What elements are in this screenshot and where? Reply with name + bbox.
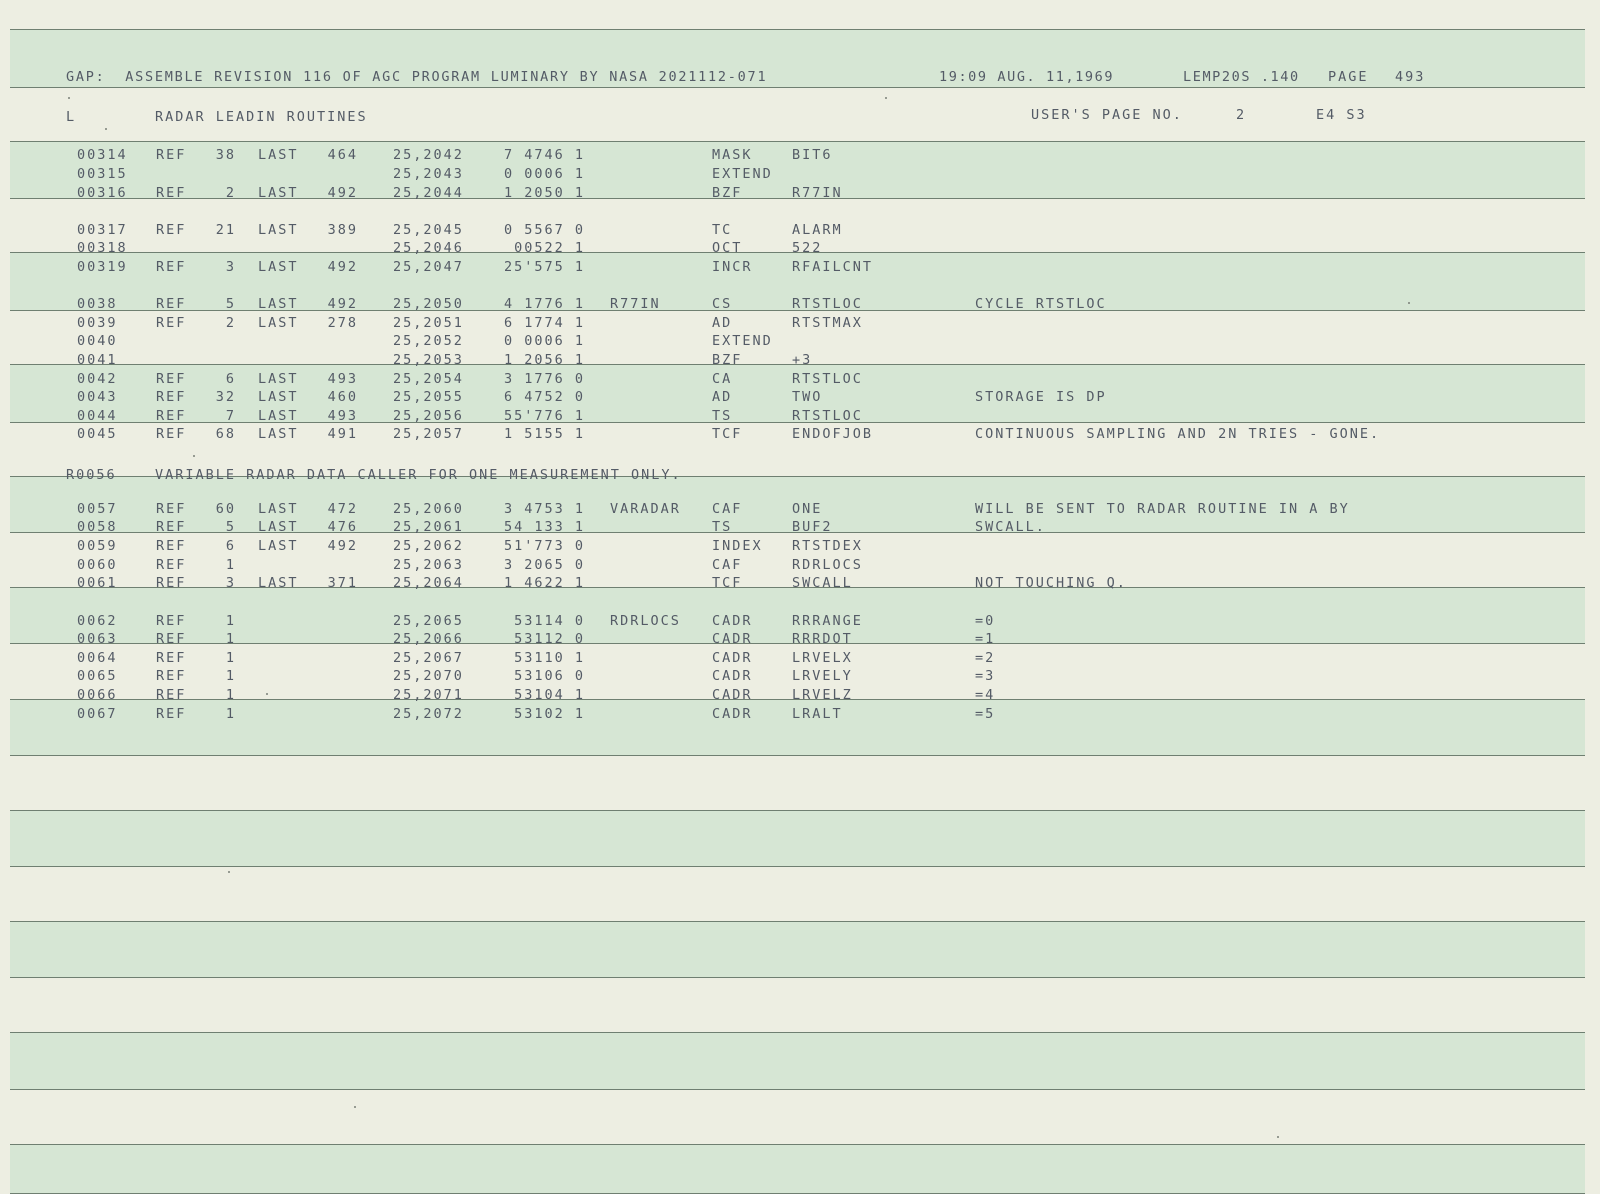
last-keyword: LAST — [258, 519, 299, 535]
paper-speck — [68, 97, 70, 99]
bank-address: 25,2062 — [393, 538, 464, 554]
operand: ONE — [792, 501, 823, 517]
last-keyword: LAST — [258, 222, 299, 238]
seq-number: 0066 — [77, 687, 118, 703]
ref-count: 1 — [225, 668, 236, 684]
seq-number: 0067 — [77, 706, 118, 722]
octal-word: 3 1776 0 — [503, 371, 585, 387]
ref-count: 60 — [215, 501, 236, 517]
ref-count: 1 — [225, 613, 236, 629]
bank-address: 25,2051 — [393, 315, 464, 331]
log-marker: L — [66, 109, 77, 125]
octal-word: 1 2050 1 — [503, 185, 585, 201]
ref-count: 6 — [225, 371, 236, 387]
green-bar — [10, 1144, 1585, 1194]
octal-word: 4 1776 1 — [503, 296, 585, 312]
green-bar — [10, 921, 1585, 978]
bank-address: 25,2053 — [393, 352, 464, 368]
page-code: E4 S3 — [1316, 107, 1367, 123]
seq-number: 00314 — [77, 147, 128, 163]
comment: NOT TOUCHING Q. — [975, 575, 1127, 591]
opcode: AD — [712, 315, 733, 331]
ref-keyword: REF — [156, 371, 187, 387]
bank-address: 25,2065 — [393, 613, 464, 629]
last-page: 492 — [327, 538, 358, 554]
section-title: RADAR LEADIN ROUTINES — [155, 109, 368, 125]
last-keyword: LAST — [258, 371, 299, 387]
green-bar — [10, 810, 1585, 867]
operand: BUF2 — [792, 519, 833, 535]
last-keyword: LAST — [258, 185, 299, 201]
paper-speck — [266, 693, 268, 695]
paper-speck — [1277, 1136, 1279, 1138]
opcode: BZF — [712, 185, 743, 201]
opcode: CADR — [712, 668, 753, 684]
operand: +3 — [792, 352, 813, 368]
seq-number: 0044 — [77, 408, 118, 424]
ref-keyword: REF — [156, 501, 187, 517]
seq-number: 0062 — [77, 613, 118, 629]
seq-number: 00316 — [77, 185, 128, 201]
page-number: 493 — [1395, 69, 1426, 85]
operand: 522 — [792, 240, 823, 256]
paper-speck — [228, 871, 230, 873]
ref-keyword: REF — [156, 147, 187, 163]
opcode: BZF — [712, 352, 743, 368]
ref-count: 68 — [215, 426, 236, 442]
ref-count: 1 — [225, 631, 236, 647]
last-page: 493 — [327, 408, 358, 424]
operand: RTSTDEX — [792, 538, 863, 554]
seq-number: 0065 — [77, 668, 118, 684]
users-page-number: 2 — [1236, 107, 1247, 123]
ref-count: 3 — [225, 575, 236, 591]
ref-count: 6 — [225, 538, 236, 554]
operand: SWCALL — [792, 575, 853, 591]
octal-word: 6 1774 1 — [503, 315, 585, 331]
operand: RTSTMAX — [792, 315, 863, 331]
last-page: 278 — [327, 315, 358, 331]
seq-number: 0063 — [77, 631, 118, 647]
octal-word: 1 5155 1 — [503, 426, 585, 442]
ref-count: 5 — [225, 296, 236, 312]
seq-number: 0060 — [77, 557, 118, 573]
bank-address: 25,2070 — [393, 668, 464, 684]
operand: ENDOFJOB — [792, 426, 874, 442]
bank-address: 25,2071 — [393, 687, 464, 703]
print-timestamp: 19:09 AUG. 11,1969 — [939, 69, 1115, 85]
bank-address: 25,2050 — [393, 296, 464, 312]
opcode: CADR — [712, 706, 753, 722]
last-page: 493 — [327, 371, 358, 387]
listing-title: GAP: ASSEMBLE REVISION 116 OF AGC PROGRAM LUMINARY BY NASA 2021112-071 — [66, 69, 768, 85]
seq-number: 00315 — [77, 166, 128, 182]
opcode: CADR — [712, 687, 753, 703]
bank-address: 25,2057 — [393, 426, 464, 442]
users-page-label: USER'S PAGE NO. — [1031, 107, 1183, 123]
operand: LRVELY — [792, 668, 853, 684]
ref-keyword: REF — [156, 222, 187, 238]
seq-number: 0038 — [77, 296, 118, 312]
bank-address: 25,2054 — [393, 371, 464, 387]
symbol-label: RDRLOCS — [610, 613, 681, 629]
octal-word: 53102 1 — [514, 706, 585, 722]
last-keyword: LAST — [258, 147, 299, 163]
opcode: CADR — [712, 613, 753, 629]
ref-keyword: REF — [156, 315, 187, 331]
last-page: 491 — [327, 426, 358, 442]
job-id: LEMP20S .140 — [1183, 69, 1300, 85]
seq-number: 00319 — [77, 259, 128, 275]
octal-word: 3 4753 1 — [503, 501, 585, 517]
seq-number: 0043 — [77, 389, 118, 405]
last-keyword: LAST — [258, 426, 299, 442]
last-page: 492 — [327, 296, 358, 312]
ref-keyword: REF — [156, 650, 187, 666]
bank-address: 25,2056 — [393, 408, 464, 424]
last-page: 389 — [327, 222, 358, 238]
last-page: 492 — [327, 185, 358, 201]
ref-count: 7 — [225, 408, 236, 424]
seq-number: 0040 — [77, 333, 118, 349]
seq-number: 0045 — [77, 426, 118, 442]
opcode: TS — [712, 408, 733, 424]
ref-keyword: REF — [156, 575, 187, 591]
ref-count: 32 — [215, 389, 236, 405]
ref-count: 3 — [225, 259, 236, 275]
opcode: CAF — [712, 557, 743, 573]
seq-number: 0064 — [77, 650, 118, 666]
ref-count: 2 — [225, 315, 236, 331]
ref-keyword: REF — [156, 538, 187, 554]
seq-number: 00317 — [77, 222, 128, 238]
ref-count: 5 — [225, 519, 236, 535]
page-label: PAGE — [1328, 69, 1369, 85]
last-keyword: LAST — [258, 259, 299, 275]
bank-address: 25,2043 — [393, 166, 464, 182]
operand: RTSTLOC — [792, 371, 863, 387]
seq-number: 0059 — [77, 538, 118, 554]
operand: BIT6 — [792, 147, 833, 163]
bank-address: 25,2066 — [393, 631, 464, 647]
octal-word: 0 0006 1 — [503, 333, 585, 349]
green-bar — [10, 1032, 1585, 1090]
opcode: CADR — [712, 631, 753, 647]
opcode: TS — [712, 519, 733, 535]
ref-keyword: REF — [156, 296, 187, 312]
section-comment: VARIABLE RADAR DATA CALLER FOR ONE MEASUREMENT ONLY. — [155, 467, 682, 483]
ref-keyword: REF — [156, 426, 187, 442]
comment: WILL BE SENT TO RADAR ROUTINE IN A BY — [975, 501, 1350, 517]
ref-keyword: REF — [156, 259, 187, 275]
last-page: 472 — [327, 501, 358, 517]
ref-count: 21 — [215, 222, 236, 238]
bank-address: 25,2061 — [393, 519, 464, 535]
comment: =0 — [975, 613, 996, 629]
comment: CYCLE RTSTLOC — [975, 296, 1107, 312]
comment: CONTINUOUS SAMPLING AND 2N TRIES - GONE. — [975, 426, 1381, 442]
last-keyword: LAST — [258, 389, 299, 405]
seq-number: 0041 — [77, 352, 118, 368]
octal-word: 00522 1 — [514, 240, 585, 256]
ref-count: 2 — [225, 185, 236, 201]
opcode: EXTEND — [712, 333, 773, 349]
octal-word: 1 4622 1 — [503, 575, 585, 591]
opcode: CADR — [712, 650, 753, 666]
opcode: TCF — [712, 426, 743, 442]
bank-address: 25,2046 — [393, 240, 464, 256]
seq-number: 00318 — [77, 240, 128, 256]
operand: RFAILCNT — [792, 259, 874, 275]
seq-number: 0039 — [77, 315, 118, 331]
seq-number: 0057 — [77, 501, 118, 517]
opcode: INCR — [712, 259, 753, 275]
bank-address: 25,2047 — [393, 259, 464, 275]
operand: LRVELX — [792, 650, 853, 666]
octal-word: 6 4752 0 — [503, 389, 585, 405]
last-page: 371 — [327, 575, 358, 591]
paper-speck — [885, 97, 887, 99]
ref-keyword: REF — [156, 631, 187, 647]
octal-word: 55'776 1 — [503, 408, 585, 424]
opcode: AD — [712, 389, 733, 405]
last-keyword: LAST — [258, 296, 299, 312]
opcode: EXTEND — [712, 166, 773, 182]
bank-address: 25,2055 — [393, 389, 464, 405]
ref-keyword: REF — [156, 519, 187, 535]
octal-word: 0 5567 0 — [503, 222, 585, 238]
comment: SWCALL. — [975, 519, 1046, 535]
bank-address: 25,2052 — [393, 333, 464, 349]
ref-keyword: REF — [156, 613, 187, 629]
last-keyword: LAST — [258, 538, 299, 554]
octal-word: 53112 0 — [514, 631, 585, 647]
symbol-label: VARADAR — [610, 501, 681, 517]
ref-count: 1 — [225, 557, 236, 573]
last-page: 476 — [327, 519, 358, 535]
last-page: 460 — [327, 389, 358, 405]
operand: R77IN — [792, 185, 843, 201]
ref-count: 1 — [225, 687, 236, 703]
operand: ALARM — [792, 222, 843, 238]
symbol-label: R77IN — [610, 296, 661, 312]
operand: RRRANGE — [792, 613, 863, 629]
last-keyword: LAST — [258, 575, 299, 591]
opcode: INDEX — [712, 538, 763, 554]
octal-word: 7 4746 1 — [503, 147, 585, 163]
paper-speck — [354, 1106, 356, 1108]
operand: LRALT — [792, 706, 843, 722]
opcode: TCF — [712, 575, 743, 591]
last-keyword: LAST — [258, 408, 299, 424]
ref-count: 1 — [225, 650, 236, 666]
octal-word: 53106 0 — [514, 668, 585, 684]
octal-word: 53114 0 — [514, 613, 585, 629]
octal-word: 1 2056 1 — [503, 352, 585, 368]
octal-word: 54 133 1 — [503, 519, 585, 535]
comment: STORAGE IS DP — [975, 389, 1107, 405]
comment: =3 — [975, 668, 996, 684]
ref-keyword: REF — [156, 706, 187, 722]
bank-address: 25,2064 — [393, 575, 464, 591]
bank-address: 25,2067 — [393, 650, 464, 666]
ref-keyword: REF — [156, 687, 187, 703]
octal-word: 0 0006 1 — [503, 166, 585, 182]
paper-speck — [193, 455, 195, 457]
operand: RDRLOCS — [792, 557, 863, 573]
octal-word: 51'773 0 — [503, 538, 585, 554]
ref-keyword: REF — [156, 668, 187, 684]
opcode: OCT — [712, 240, 743, 256]
opcode: CS — [712, 296, 733, 312]
section-comment-seq: R0056 — [66, 467, 117, 483]
comment: =1 — [975, 631, 996, 647]
octal-word: 53104 1 — [514, 687, 585, 703]
ref-count: 1 — [225, 706, 236, 722]
octal-word: 3 2065 0 — [503, 557, 585, 573]
ref-keyword: REF — [156, 557, 187, 573]
ref-count: 38 — [215, 147, 236, 163]
operand: RRRDOT — [792, 631, 853, 647]
last-keyword: LAST — [258, 501, 299, 517]
opcode: TC — [712, 222, 733, 238]
operand: RTSTLOC — [792, 296, 863, 312]
opcode: CA — [712, 371, 733, 387]
opcode: MASK — [712, 147, 753, 163]
bank-address: 25,2044 — [393, 185, 464, 201]
octal-word: 25'575 1 — [503, 259, 585, 275]
octal-word: 53110 1 — [514, 650, 585, 666]
paper-speck — [1408, 302, 1410, 304]
last-page: 492 — [327, 259, 358, 275]
comment: =2 — [975, 650, 996, 666]
opcode: CAF — [712, 501, 743, 517]
bank-address: 25,2045 — [393, 222, 464, 238]
last-page: 464 — [327, 147, 358, 163]
bank-address: 25,2063 — [393, 557, 464, 573]
seq-number: 0061 — [77, 575, 118, 591]
last-keyword: LAST — [258, 315, 299, 331]
ref-keyword: REF — [156, 185, 187, 201]
operand: LRVELZ — [792, 687, 853, 703]
comment: =4 — [975, 687, 996, 703]
ref-keyword: REF — [156, 408, 187, 424]
comment: =5 — [975, 706, 996, 722]
operand: RTSTLOC — [792, 408, 863, 424]
bank-address: 25,2060 — [393, 501, 464, 517]
operand: TWO — [792, 389, 823, 405]
bank-address: 25,2072 — [393, 706, 464, 722]
paper-speck — [105, 128, 107, 130]
ref-keyword: REF — [156, 389, 187, 405]
bank-address: 25,2042 — [393, 147, 464, 163]
seq-number: 0042 — [77, 371, 118, 387]
seq-number: 0058 — [77, 519, 118, 535]
